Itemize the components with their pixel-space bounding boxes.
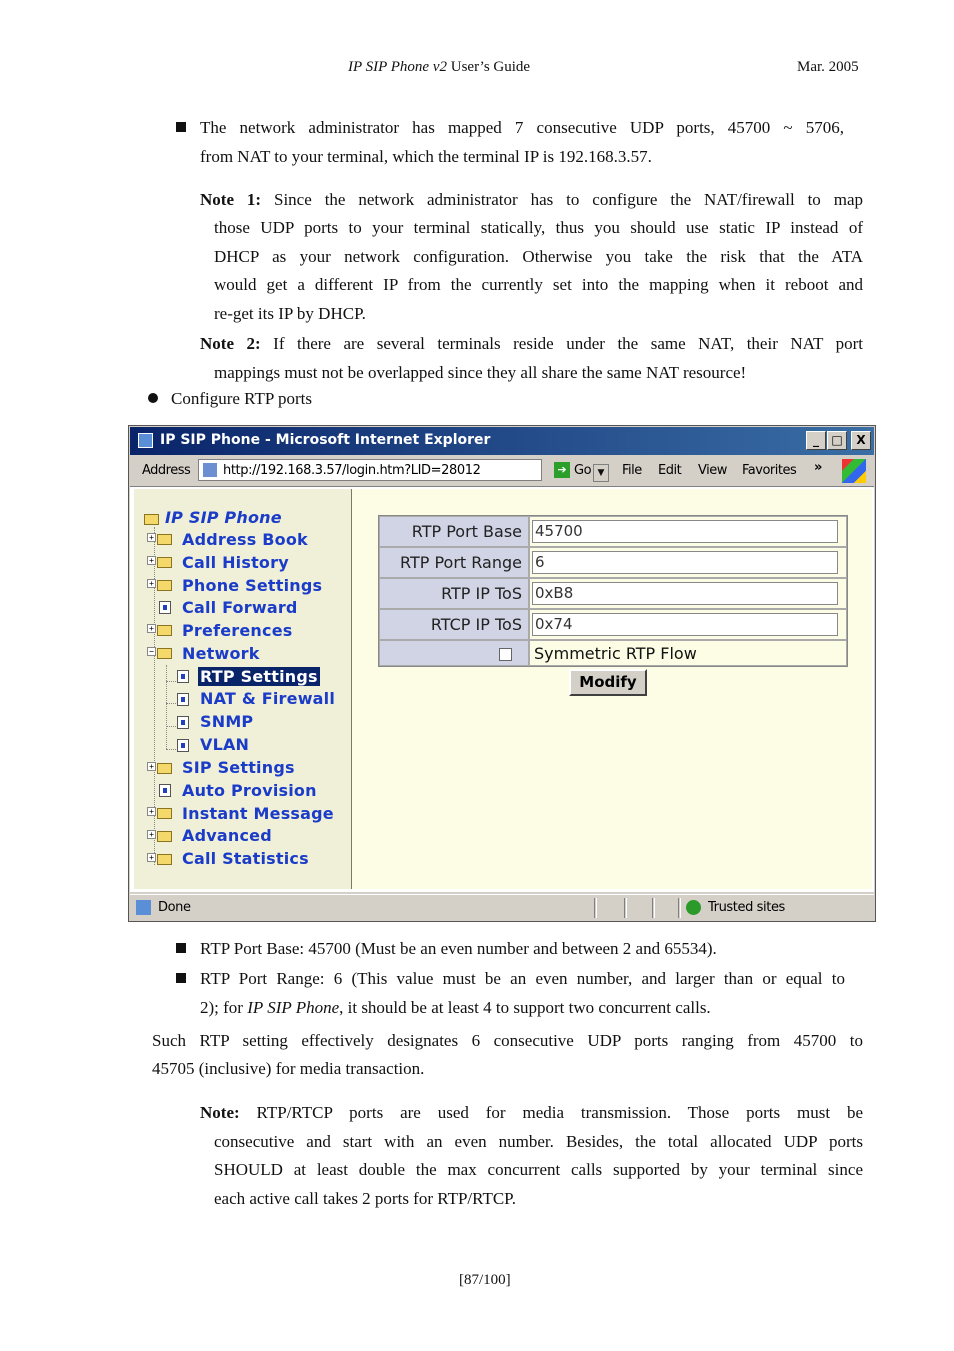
rtp-ip-tos-label: RTP IP ToS [379,578,529,609]
ie-icon [138,433,153,448]
page-icon [177,739,189,752]
tree-snmp[interactable]: SNMP [200,712,254,731]
note1-line2: those UDP ports to your terminal statically, thus you should use static IP instead of [214,218,863,237]
menu-file[interactable]: File [622,463,642,478]
folder-icon [157,808,172,819]
tree-call-history[interactable]: Call History [182,553,289,572]
rtp-port-range-label: RTP Port Range [379,547,529,578]
note1-line4: would get a different IP from the currently set into the mapping when it reboot and [214,275,863,294]
symmetric-rtp-checkbox[interactable] [499,648,512,661]
window-title: IP SIP Phone - Microsoft Internet Explorer [160,432,491,448]
note-line1: Note: RTP/RTCP ports are used for media transmission. Those ports must be [200,1103,863,1122]
form-cell [529,547,847,578]
address-toolbar [130,456,874,487]
symmetric-rtp-label: Symmetric RTP Flow [529,640,847,666]
expand-plus-icon[interactable]: + [147,624,156,633]
configure-rtp-heading: Configure RTP ports [171,389,312,408]
modify-button[interactable]: Modify [569,669,647,696]
tree-address-book[interactable]: Address Book [182,530,308,549]
go-arrow-icon[interactable]: ➔ [554,462,570,478]
folder-icon [157,831,172,842]
note2-line2: mappings must not be overlapped since they all share the same NAT resource! [214,363,747,382]
tree-line [166,726,176,727]
address-url: http://192.168.3.57/login.htm?LID=28012 [223,463,481,478]
form-row [379,516,847,547]
form-row [379,609,847,640]
rtp-settings-form [378,515,848,667]
expand-plus-icon[interactable]: + [147,533,156,542]
folder-open-icon [144,514,159,525]
status-separator [678,898,681,918]
trusted-check-icon [686,900,701,915]
status-separator [624,898,627,918]
folder-icon [157,763,172,774]
tree-network[interactable]: Network [182,644,260,663]
page-icon [203,463,217,477]
maximize-button[interactable]: □ [827,431,847,450]
page-icon [177,716,189,729]
tree-instant-message[interactable]: Instant Message [182,804,334,823]
tree-rtp-settings[interactable]: RTP Settings [200,667,318,686]
expand-plus-icon[interactable]: + [147,853,156,862]
expand-plus-icon[interactable]: + [147,579,156,588]
status-bar [130,894,874,921]
page-icon [177,693,189,706]
tree-call-statistics[interactable]: Call Statistics [182,849,309,868]
folder-open-icon [157,648,172,659]
running-header-date: Mar. 2005 [797,59,859,75]
address-dropdown-button[interactable]: ▼ [593,464,609,482]
tree-sip-settings[interactable]: SIP Settings [182,758,295,777]
rtp-ip-tos-input[interactable]: 0xB8 [532,582,838,605]
tree-auto-provision[interactable]: Auto Provision [182,781,317,800]
tree-nat-firewall[interactable]: NAT & Firewall [200,689,336,708]
status-separator [594,898,597,918]
square-bullet-icon [176,973,186,983]
form-row [379,547,847,578]
form-cell [529,609,847,640]
note1-line5: re-get its IP by DHCP. [214,304,366,323]
status-done: Done [158,900,191,915]
tree-line [166,681,176,682]
bullet-rtp-port-base: RTP Port Base: 45700 (Must be an even number and between 2 and 65534). [200,939,717,958]
expand-plus-icon[interactable]: + [147,556,156,565]
note-line4: each active call takes 2 ports for RTP/RTCP. [214,1189,516,1208]
symmetric-checkbox-cell [379,640,529,666]
rtcp-ip-tos-input[interactable]: 0x74 [532,613,838,636]
bullet-nat-line2: from NAT to your terminal, which the terminal IP is 192.168.3.57. [200,147,652,166]
note1-line1: Note 1: Since the network administrator has to configure the NAT/firewall to map [200,190,863,209]
tree-phone-settings[interactable]: Phone Settings [182,576,323,595]
square-bullet-icon [176,943,186,953]
status-separator [652,898,655,918]
tree-line [166,703,176,704]
running-header-title: IP SIP Phone v2 User’s Guide [348,59,531,75]
menu-favorites[interactable]: Favorites [742,463,797,478]
tree-vlan[interactable]: VLAN [200,735,250,754]
tree-root-ip-sip-phone[interactable]: IP SIP Phone [165,508,282,527]
expand-plus-icon[interactable]: + [147,830,156,839]
status-zone: Trusted sites [708,900,785,915]
menu-view[interactable]: View [698,463,727,478]
rtcp-ip-tos-label: RTCP IP ToS [379,609,529,640]
form-row [379,640,847,666]
form-cell [529,516,847,547]
windows-flag-icon [842,459,866,483]
tree-preferences[interactable]: Preferences [182,621,293,640]
bullet-nat-line1: The network administrator has mapped 7 consecutive UDP ports, 45700 ~ 5706, [200,118,844,137]
summary-line1: Such RTP setting effectively designates 6 consecutive UDP ports ranging from 45700 to [152,1031,863,1050]
ie-window-screenshot [128,425,876,922]
note-line3: SHOULD at least double the max concurrent calls supported by your terminal since [214,1160,863,1179]
page-icon [159,601,171,614]
menu-edit[interactable]: Edit [658,463,682,478]
form-cell [529,578,847,609]
summary-line2: 45705 (inclusive) for media transaction. [152,1059,425,1078]
rtp-settings-panel [352,489,872,889]
bullet-rtp-port-range-line1: RTP Port Range: 6 (This value must be an even number, and larger than or equal to [200,969,845,988]
folder-icon [157,534,172,545]
expand-plus-icon[interactable]: + [147,807,156,816]
chevron-more-icon[interactable]: » [814,460,822,475]
rtp-port-range-input[interactable]: 6 [532,551,838,574]
round-bullet-icon [148,393,158,403]
browser-content [130,487,874,892]
note-line2: consecutive and start with an even number. Besides, the total allocated UDP ports [214,1132,863,1151]
note2-line1: Note 2: If there are several terminals reside under the same NAT, their NAT port [200,334,863,353]
expand-plus-icon[interactable]: + [147,762,156,771]
tree-advanced[interactable]: Advanced [182,826,272,845]
rtp-port-base-input[interactable]: 45700 [532,520,838,543]
tree-call-forward[interactable]: Call Forward [182,598,298,617]
go-button[interactable]: Go [574,463,592,478]
folder-icon [157,557,172,568]
tree-line [166,749,176,750]
rtp-port-base-label: RTP Port Base [379,516,529,547]
square-bullet-icon [176,122,186,132]
collapse-minus-icon[interactable]: − [147,647,156,656]
form-row [379,578,847,609]
nav-tree-panel [134,489,353,889]
window-titlebar [130,427,874,455]
page-done-icon [136,900,151,915]
note1-line3: DHCP as your network configuration. Otherwise you take the risk that the ATA [214,247,863,266]
tree-line [166,665,167,749]
page-icon [159,784,171,797]
bullet-rtp-port-range-line2: 2); for IP SIP Phone, it should be at least 4 to support two concurrent calls. [200,998,711,1017]
folder-icon [157,854,172,865]
minimize-button[interactable]: _ [806,431,826,450]
folder-icon [157,625,172,636]
page-number: [87/100] [459,1272,511,1288]
page-icon [177,670,189,683]
close-button[interactable]: X [851,431,871,450]
address-label: Address [142,463,191,478]
folder-icon [157,580,172,591]
